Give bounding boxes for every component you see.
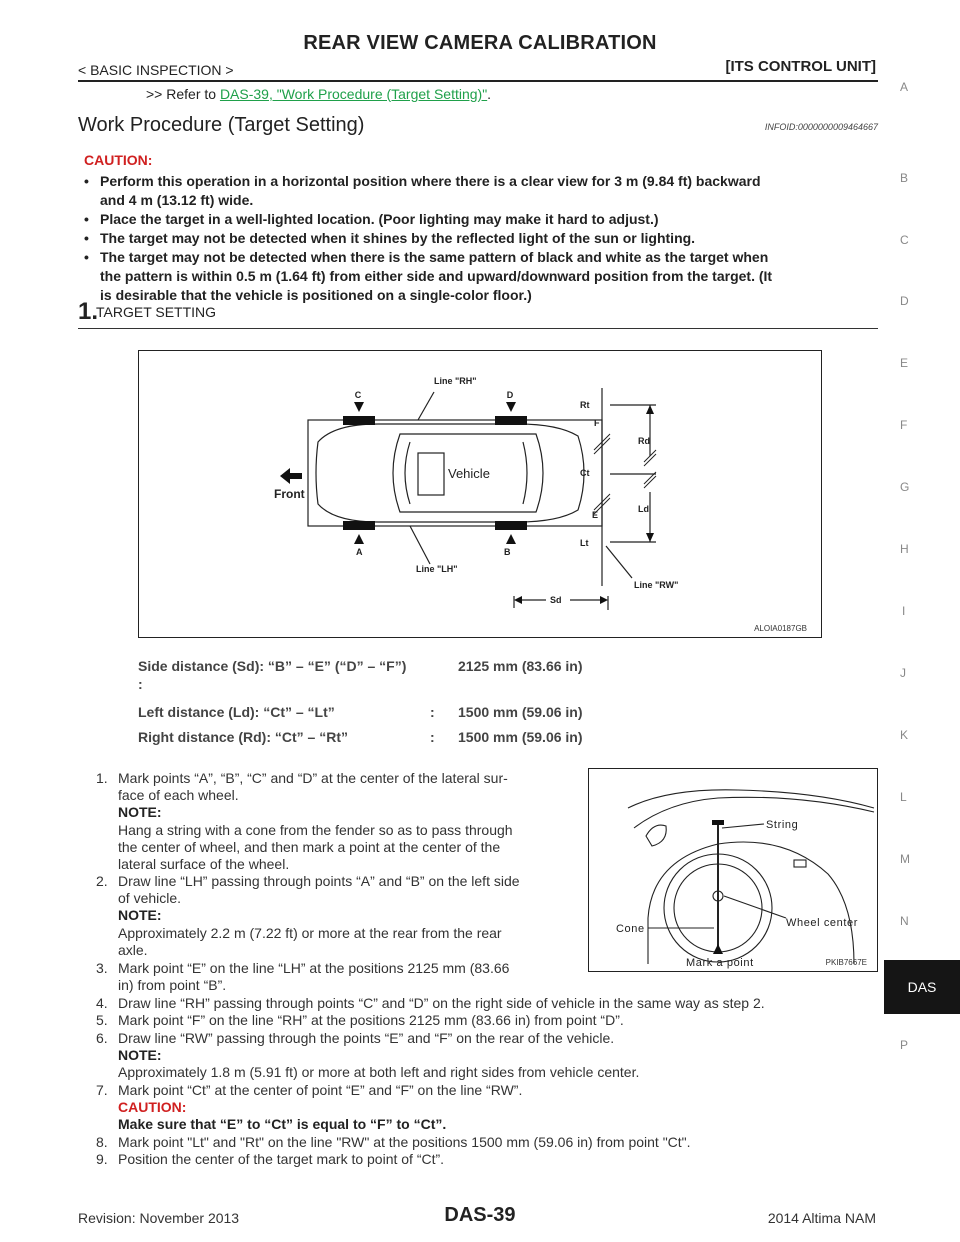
- info-id: INFOID:0000000009464667: [764, 122, 878, 132]
- note-line: lateral surface of the wheel.: [118, 856, 290, 873]
- caution-line: Perform this operation in a horizontal position where there is a clear view for 3 m (9.84 ft) backward: [100, 173, 761, 189]
- line-rw-leader: [606, 546, 632, 578]
- caution-line: The target may not be detected when it shines by the reflected light of the sun or lighting.: [100, 230, 696, 246]
- index-letter[interactable]: L: [900, 790, 907, 804]
- front-label: Front: [273, 486, 305, 501]
- step-index: 7.: [96, 1082, 108, 1098]
- section-tab-das[interactable]: DAS: [884, 960, 960, 1014]
- step-line: Mark point “E” on the line “LH” at the positions 2125 mm (83.66: [118, 960, 510, 976]
- step-index: 4.: [96, 995, 108, 1011]
- left-distance-colon: :: [430, 704, 435, 720]
- index-letter[interactable]: P: [900, 1038, 909, 1052]
- procedure-step: [96, 960, 586, 994]
- bullet-icon: •: [84, 173, 89, 189]
- step-index: 6.: [96, 1030, 108, 1046]
- note-line: Approximately 2.2 m (7.22 ft) or more at the rear from the rear: [118, 924, 502, 941]
- label-b: B: [503, 546, 510, 557]
- index-letter[interactable]: C: [900, 233, 909, 247]
- step-index: 8.: [96, 1134, 108, 1150]
- procedure-step: [96, 995, 886, 1012]
- index-letter[interactable]: I: [902, 604, 906, 618]
- fender-hook: [712, 820, 724, 825]
- step-index: 1.: [96, 770, 108, 786]
- step-line: Mark point “F” on the line “RH” at the positions 2125 mm (83.66 in) from point “D”.: [118, 1012, 624, 1028]
- section-breadcrumb: < BASIC INSPECTION >: [78, 62, 234, 78]
- index-letter[interactable]: N: [900, 914, 909, 928]
- headlamp-shape: [646, 825, 666, 846]
- wheel-marking-diagram: [588, 768, 878, 972]
- step-number: 1.: [78, 298, 99, 325]
- caution-line: is desirable that the vehicle is positioned on a single-color floor.): [100, 287, 532, 303]
- caution-line: Place the target in a well-lighted location. (Poor lighting may make it hard to adjust.): [100, 211, 659, 227]
- procedure-step: [96, 770, 586, 873]
- label-a: A: [355, 546, 362, 557]
- side-distance-label: Side distance (Sd): “B” – “E” (“D” – “F”): [138, 658, 407, 674]
- string-label: String: [765, 818, 798, 831]
- wheel-center-label: Wheel center: [785, 916, 858, 929]
- label-ld: Ld: [637, 503, 649, 514]
- target-setting-figure: [138, 350, 822, 638]
- caution-line: and 4 m (13.12 ft) wide.: [100, 192, 254, 208]
- caution-line: The target may not be detected when there is the same pattern of black and white as the target when: [100, 249, 769, 265]
- index-letter[interactable]: F: [900, 418, 908, 432]
- step-line: of vehicle.: [118, 890, 182, 907]
- figure-code: ALOIA0187GB: [754, 624, 807, 633]
- caution-label: CAUTION:: [84, 152, 153, 168]
- procedure-step: [96, 1030, 886, 1082]
- note-line: the center of wheel, and then mark a point at the center of the: [118, 838, 501, 855]
- model-label: 2014 Altima NAM: [767, 1210, 876, 1226]
- label-f: F: [593, 417, 599, 428]
- index-letter[interactable]: D: [900, 294, 909, 308]
- refer-prefix: >> Refer to: [146, 86, 220, 102]
- side-distance-colon: :: [138, 676, 143, 692]
- wheel-marking-figure: [588, 768, 878, 972]
- bullet-icon: •: [84, 211, 89, 227]
- procedure-step: [96, 1082, 886, 1134]
- procedure-step: [96, 873, 586, 959]
- label-rd: Rd: [637, 435, 650, 446]
- wheel-a: [343, 521, 375, 530]
- header-rule: [78, 80, 878, 82]
- refer-suffix: .: [487, 86, 492, 102]
- point-a-marker: [354, 534, 364, 544]
- cone-icon: [713, 944, 723, 954]
- index-letter[interactable]: H: [900, 542, 909, 556]
- line-rw-label: Line "RW": [633, 579, 678, 590]
- point-c-marker: [354, 402, 364, 412]
- sd-arrow-head-2: [600, 596, 608, 604]
- step-line: Mark point “Ct” at the center of point “E” and “F” on the line “RW”.: [118, 1082, 523, 1098]
- right-distance-value: 1500 mm (59.06 in): [458, 729, 583, 745]
- caution-label: CAUTION:: [118, 1099, 187, 1116]
- wheel-b: [495, 521, 527, 530]
- step-line: in) from point “B”.: [118, 977, 227, 994]
- note-label: NOTE:: [118, 907, 162, 924]
- step-line: Draw line “RH” passing through points “C” and “D” on the right side of vehicle in the same way as step 2.: [118, 995, 765, 1011]
- label-e: E: [591, 509, 598, 520]
- windshield: [405, 442, 410, 504]
- index-letter[interactable]: E: [900, 356, 909, 370]
- vehicle-layout-diagram: [138, 350, 822, 638]
- line-lh-leader: [410, 526, 430, 564]
- right-distance-colon: :: [430, 729, 435, 745]
- left-distance-value: 1500 mm (59.06 in): [458, 704, 583, 720]
- step-line: Position the center of the target mark to point of “Ct”.: [118, 1151, 445, 1167]
- note-line: axle.: [118, 941, 148, 958]
- cone-label: Cone: [615, 922, 645, 935]
- string-leader: [722, 824, 764, 828]
- step-line: Mark points “A”, “B”, “C” and “D” at the center of the lateral sur-: [118, 770, 508, 786]
- front-arrow-icon: [280, 468, 302, 484]
- caution-line: Make sure that “E” to “Ct” is equal to “F” to “Ct”.: [118, 1116, 447, 1133]
- step-title: TARGET SETTING: [96, 304, 217, 320]
- caution-item: [84, 172, 876, 210]
- line-rh-label: Line "RH": [433, 375, 477, 386]
- label-d: D: [506, 389, 513, 400]
- label-ct: Ct: [579, 467, 589, 478]
- rd-arrow-head: [646, 405, 654, 414]
- step-line: Draw line “LH” passing through points “A” and “B” on the left side: [118, 873, 520, 889]
- fender-top-line: [628, 789, 874, 807]
- refer-line: [146, 86, 491, 102]
- vehicle-label: Vehicle: [447, 465, 490, 481]
- bullet-icon: •: [84, 230, 89, 246]
- page-number: DAS-39: [444, 1204, 516, 1226]
- point-d-marker: [506, 402, 516, 412]
- step-index: 3.: [96, 960, 108, 976]
- label-lt: Lt: [579, 537, 588, 548]
- note-label: NOTE:: [118, 804, 162, 821]
- hood-line: [634, 797, 874, 828]
- index-letter[interactable]: A: [900, 80, 909, 94]
- step-index: 5.: [96, 1012, 108, 1028]
- line-rh-leader: [418, 392, 434, 420]
- step-index: 9.: [96, 1151, 108, 1167]
- right-distance-label: Right distance (Rd): “Ct” – “Rt”: [138, 729, 348, 745]
- procedure-step: [96, 1151, 886, 1168]
- wheel-d: [495, 416, 527, 425]
- refer-link[interactable]: DAS-39, "Work Procedure (Target Setting)": [219, 86, 488, 102]
- caution-item: [84, 229, 876, 248]
- point-b-marker: [506, 534, 516, 544]
- index-letter[interactable]: J: [900, 666, 906, 680]
- step-line: Mark point "Lt" and "Rt" on the line "RW" at the positions 1500 mm (59.06 in) from point "Ct".: [118, 1134, 691, 1150]
- step-rule: [78, 328, 878, 329]
- label-c: C: [354, 389, 361, 400]
- figure-code: PKIB7667E: [825, 958, 867, 967]
- caution-line: the pattern is within 0.5 m (1.64 ft) from either side and upward/downward position from the target. (It: [100, 268, 773, 284]
- sd-arrow-head: [514, 596, 522, 604]
- procedure-step: [96, 1134, 886, 1151]
- step-index: 2.: [96, 873, 108, 889]
- note-label: NOTE:: [118, 1047, 162, 1064]
- section-title: Work Procedure (Target Setting): [78, 114, 365, 136]
- wheel-c: [343, 416, 375, 425]
- step-line: face of each wheel.: [118, 787, 239, 804]
- caution-item: [84, 248, 876, 305]
- label-rt: Rt: [579, 399, 589, 410]
- vehicle-center-mark: [418, 453, 444, 495]
- note-line: Hang a string with a cone from the fender so as to pass through: [118, 821, 513, 838]
- index-letter[interactable]: B: [900, 171, 909, 185]
- side-marker: [794, 860, 806, 867]
- ld-arrow-head: [646, 533, 654, 542]
- step-line: Draw line “RW” passing through the points “E” and “F” on the rear of the vehicle.: [118, 1030, 615, 1046]
- center-leader: [724, 896, 786, 918]
- index-letter[interactable]: M: [900, 852, 910, 866]
- mark-point-label: Mark a point: [685, 956, 754, 969]
- revision-date: Revision: November 2013: [78, 1210, 240, 1226]
- page-title: REAR VIEW CAMERA CALIBRATION: [303, 32, 657, 54]
- label-sd: Sd: [549, 594, 562, 605]
- procedure-step: [96, 1012, 886, 1029]
- rear-window: [523, 442, 527, 504]
- bullet-icon: •: [84, 249, 89, 265]
- left-distance-label: Left distance (Ld): “Ct” – “Lt”: [138, 704, 335, 720]
- line-lh-label: Line "LH": [415, 563, 458, 574]
- unit-label: [ITS CONTROL UNIT]: [725, 58, 876, 75]
- index-letter[interactable]: K: [900, 728, 909, 742]
- note-line: Approximately 1.8 m (5.91 ft) or more at both left and right sides from vehicle center.: [118, 1064, 640, 1081]
- side-distance-value: 2125 mm (83.66 in): [458, 658, 583, 674]
- index-letter[interactable]: G: [900, 480, 910, 494]
- caution-item: [84, 210, 876, 229]
